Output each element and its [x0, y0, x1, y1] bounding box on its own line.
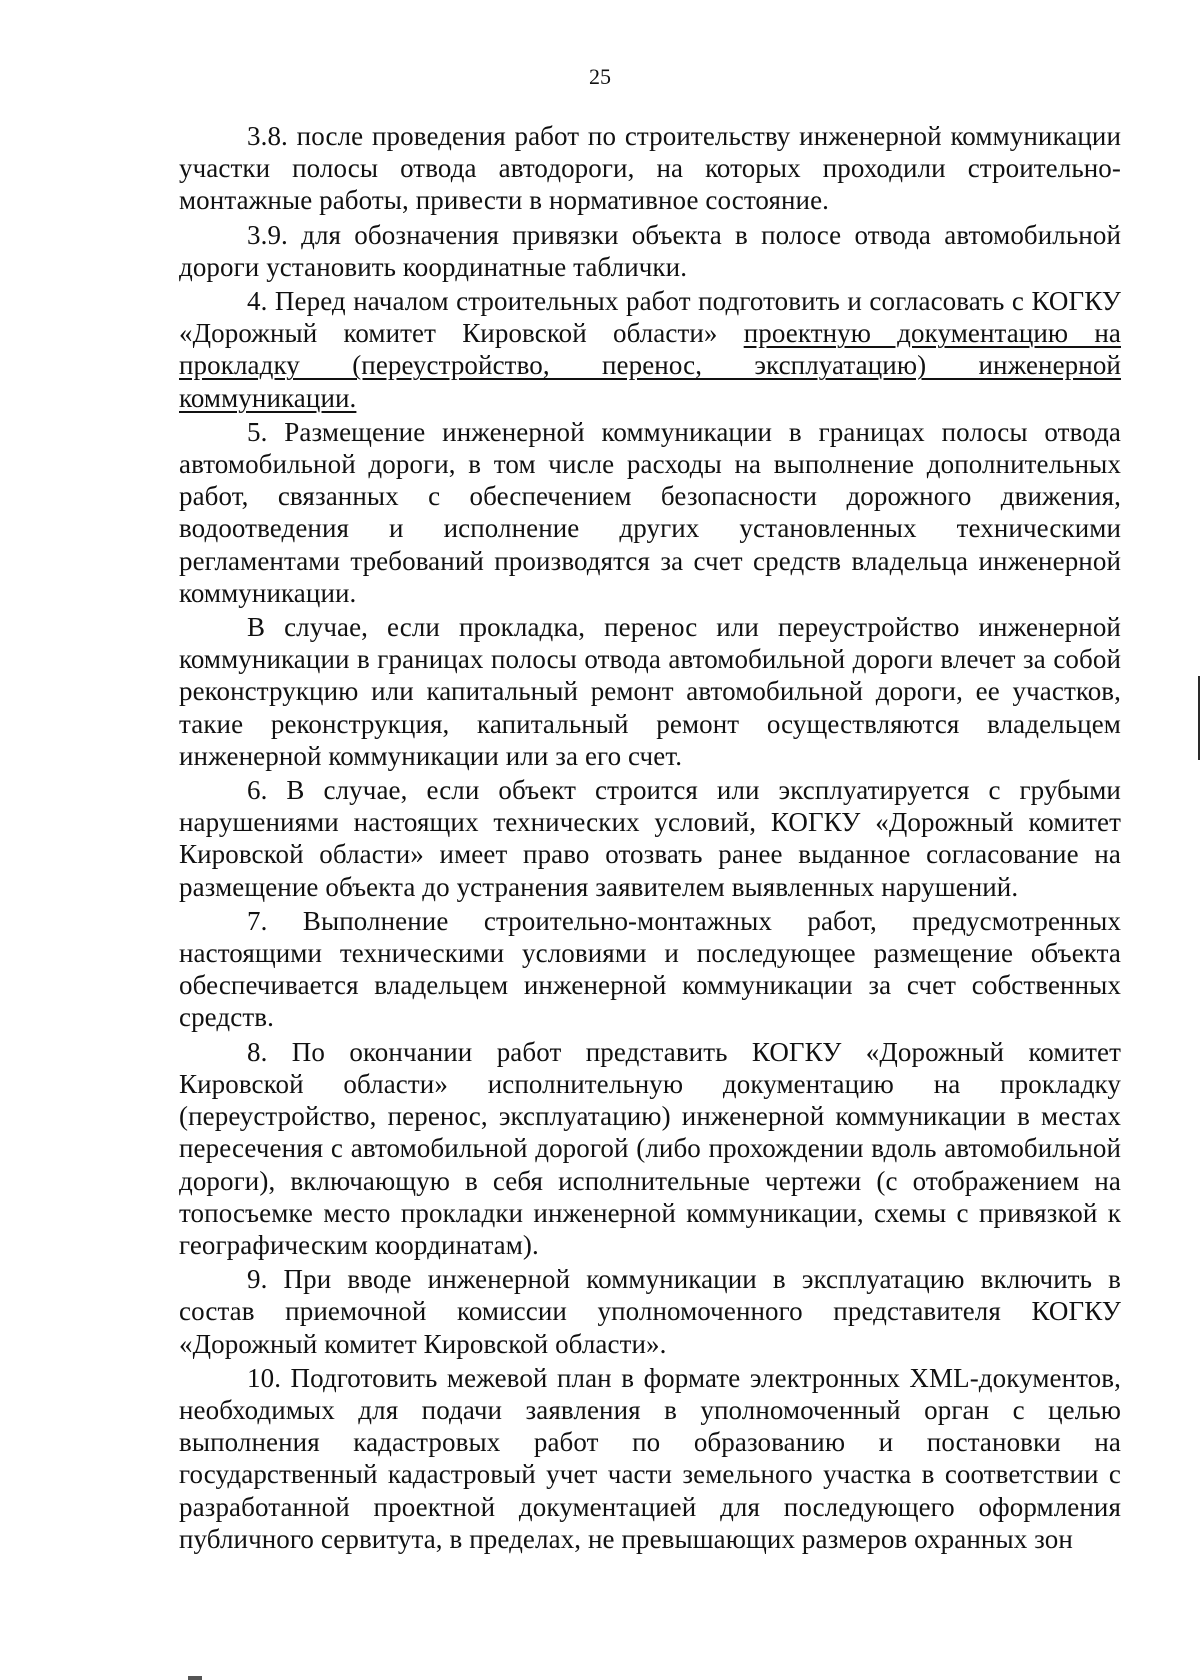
paragraph-7: 7. Выполнение строительно-монтажных работ, предусмотренных настоящими техническими условиями и последующее размещение объекта обеспечивается владельцем инженерной коммуникации за счет собственных средств.: [179, 905, 1121, 1033]
paragraph-5-continued: В случае, если прокладка, перенос или переустройство инженерной коммуникации в границах полосы отвода автомобильной дороги влечет за собой реконструкцию или капитальный ремонт автомобильной дороги, ее участков, такие реконструкция, капитальный ремонт осуществляются владельцем инженерной коммуникации или за его счет.: [179, 612, 1121, 771]
paragraph-4-underlined-text: проектную документацию на прокладку (переустройство, перенос, эксплуатацию) инженерной коммуникации.: [179, 318, 1121, 413]
page-number: 25: [589, 64, 611, 89]
document-body: [179, 120, 1121, 1555]
paragraph-8: 8. По окончании работ представить КОГКУ «Дорожный комитет Кировской области» исполнительную документацию на прокладку (переустройство, перенос, эксплуатацию) инженерной коммуникации в местах пересечения с автомобильной дорогой (либо прохождении вдоль автомобильной дороги), включающую в себя исполнительные чертежи (с отображением на топосъемке место прокладки инженерной коммуникации, схемы с привязкой к географическим координатам).: [179, 1036, 1121, 1260]
paragraph-9: 9. При вводе инженерной коммуникации в эксплуатацию включить в состав приемочной комиссии уполномоченного представителя КОГКУ «Дорожный комитет Кировской области».: [179, 1264, 1121, 1359]
paragraph-6: 6. В случае, если объект строится или эксплуатируется с грубыми нарушениями настоящих технических условий, КОГКУ «Дорожный комитет Кировской области» имеет право отозвать ранее выданное согласование на размещение объекта до устранения заявителем выявленных нарушений.: [179, 775, 1121, 902]
paragraph-4: [179, 285, 1121, 414]
paragraph-4-text: 4. Перед началом строительных работ подготовить и согласовать с КОГКУ «Дорожный комитет Кировской области»: [179, 286, 1121, 349]
paragraph-10: 10. Подготовить межевой план в формате электронных XML-документов, необходимых для подачи заявления в уполномоченный орган с целью выполнения кадастровых работ по образованию и постановки на государственный кадастровый учет части земельного участка в соответствии с разработанной проектной документацией для последующего оформления публичного сервитута, в пределах, не превышающих размеров охранных зон: [179, 1362, 1121, 1554]
paragraph-3-8: 3.8. после проведения работ по строительству инженерной коммуникации участки полосы отвода автодороги, на которых проходили строительно-монтажные работы, привести в нормативное состояние.: [179, 121, 1121, 216]
scan-artifact: [188, 1676, 202, 1680]
paragraph-5: 5. Размещение инженерной коммуникации в границах полосы отвода автомобильной дороги, в том числе расходы на выполнение дополнительных работ, связанных с обеспечением безопасности дорожного движения, водоотведения и исполнение других установленных техническими регламентами требований производятся за счет средств владельца инженерной коммуникации.: [179, 416, 1121, 608]
paragraph-3-9: 3.9. для обозначения привязки объекта в полосе отвода автомобильной дороги установить координатные таблички.: [179, 219, 1121, 282]
